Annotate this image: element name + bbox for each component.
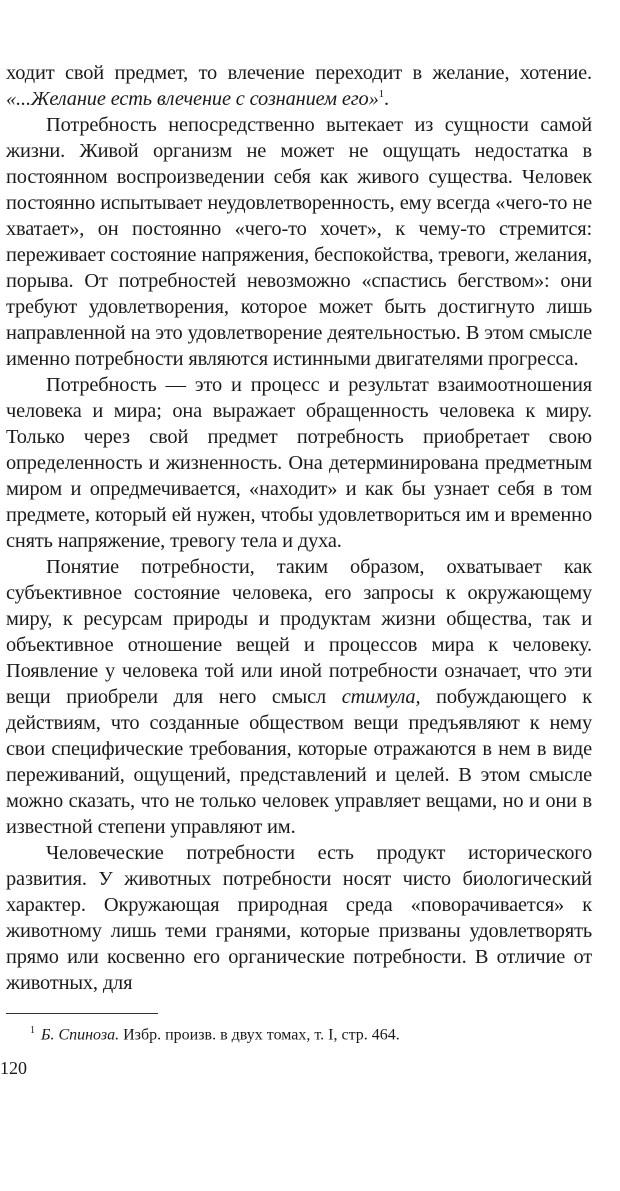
paragraph: Потребность — это и процесс и результат взаимоотношения человека и мира; она выражает обращенность человека к миру. Только через свой предмет потребность приобретает свою определенность и жизненность. Она детерминирована предметным миром и опредмечивается, «находит» и как бы узнает себя в том предмете, который ей нужен, чтобы удовлетвориться им и временно снять напряжение, тревогу тела и духа. xyxy=(6,374,592,552)
italic-term: стимула, xyxy=(341,686,421,708)
paragraph-text-end: . xyxy=(384,88,389,110)
footnote-author: Б. Спиноза. xyxy=(41,1026,120,1044)
paragraph-continuation xyxy=(0,60,592,112)
paragraph: Потребность непосредственно вытекает из сущности самой жизни. Живой организм не может не ощущать недостатка в постоянном воспроизведении себя как живого существа. Человек постоянно испытывает неудовлетворенность, ему всегда «чего-то не хватает», он постоянно «чего-то хочет», к чему-то стремится: переживает состояние напряжения, беспокойства, тревоги, желания, порыва. От потребностей невозможно «спастись бегством»: они требуют удовлетворения, которое может быть достигнуто лишь направленной на это удовлетворение деятельностью. В этом смысле именно потребности являются истинными двигателями прогресса. xyxy=(6,114,592,370)
paragraph: Человеческие потребности есть продукт исторического развития. У животных потребности носят чисто биологический характер. Окружающая природная среда «поворачивается» к животному лишь теми гранями, которые призваны удовлетворять прямо или косвенно его органические потребности. В отличие от животных, для xyxy=(6,842,592,994)
page-body xyxy=(0,60,592,996)
footnote-mark: 1 xyxy=(30,1025,35,1036)
spinoza-quote: «...Желание есть влечение с сознанием его» xyxy=(6,88,379,110)
footnote-text: Избр. произв. в двух томах, т. I, стр. 464. xyxy=(123,1026,400,1044)
footnote-reference[interactable]: 1 xyxy=(378,88,385,101)
page-number: 120 xyxy=(0,1058,27,1078)
footnote-divider xyxy=(6,1013,158,1014)
paragraph xyxy=(0,554,592,840)
paragraph-text: ходит свой предмет, то влечение переходит в желание, хотение. xyxy=(6,62,592,84)
footnote xyxy=(30,1020,590,1046)
paragraph-text-end: побуждающего к действиям, что созданные обществом вещи предъявляют к нему свои специфические требования, которые отражаются в нем в виде переживаний, ощущений, представлений и целей. В этом смысле можно сказать, что не только человек управляет вещами, но и они в известной степени управляют им. xyxy=(6,686,592,838)
paragraph-text: Понятие потребности, таким образом, охватывает как субъективное состояние человека, его запросы к окружающему миру, к ресурсам природы и продуктам жизни общества, так и объективное отношение вещей и процессов мира к человеку. Появление у человека той или иной потребности означает, что эти вещи приобрели для него смысл xyxy=(6,556,592,708)
